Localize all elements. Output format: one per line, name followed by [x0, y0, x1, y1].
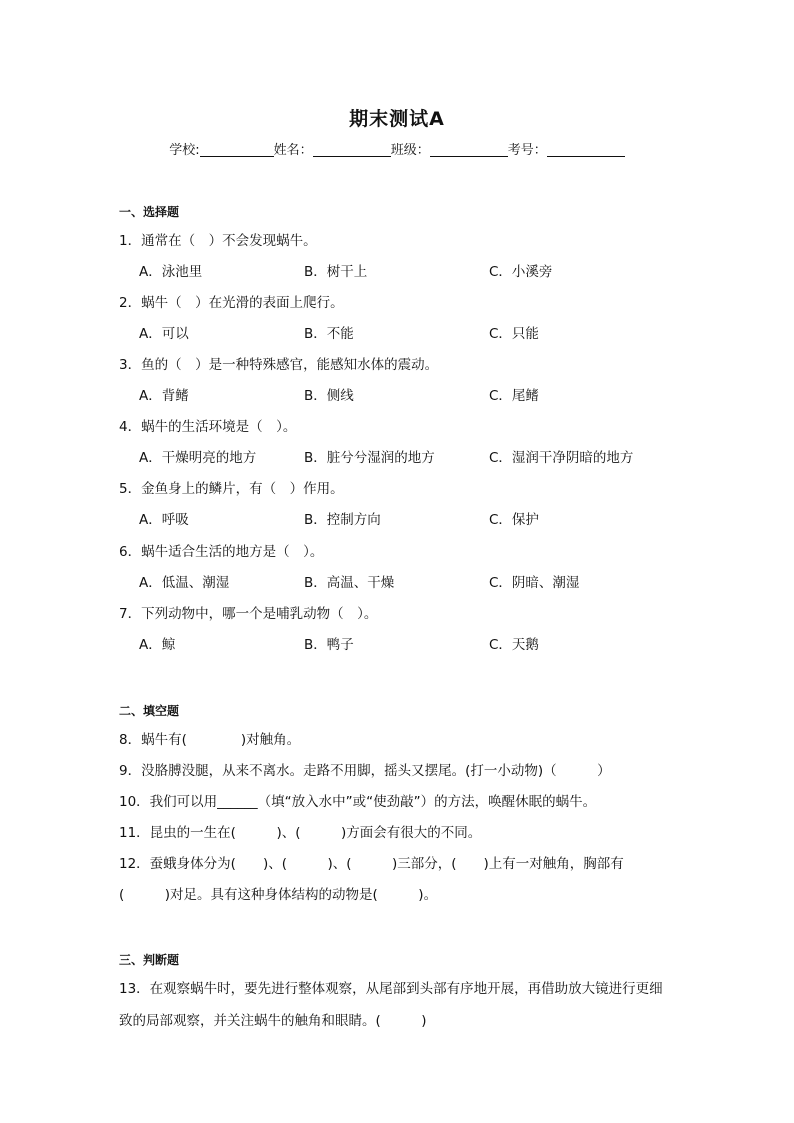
section-heading-judge: 三、判断题 — [119, 953, 180, 967]
option-c: C．天鹅 — [489, 637, 539, 653]
option-b: B．脏兮兮湿润的地方 — [304, 450, 435, 466]
exam-number-blank — [547, 142, 625, 157]
question-10: 10．我们可以用______（填“放入水中”或“使劲敲”）的方法，唤醒休眠的蜗牛。 — [119, 794, 597, 810]
class-blank — [430, 142, 508, 157]
exam-number-label: 考号： — [507, 143, 547, 158]
question-13: 13．在观察蜗牛时，要先进行整体观察，从尾部到头部有序地开展，再借助放大镜进行更细 — [119, 981, 663, 997]
option-c: C．尾鳍 — [489, 388, 539, 404]
option-a: A．呼吸 — [139, 512, 189, 528]
option-a: A．可以 — [139, 326, 189, 342]
name-label: 姓名： — [273, 143, 313, 158]
option-b: B．控制方向 — [304, 512, 381, 528]
option-c: C．保护 — [489, 512, 539, 528]
page-title: 期末测试A — [349, 108, 445, 130]
option-a: A．鲸 — [139, 637, 176, 653]
option-b: B．鸭子 — [304, 637, 354, 653]
question-7: 7．下列动物中，哪一个是哺乳动物（ ）。 — [119, 606, 378, 622]
question-11: 11．昆虫的一生在( )、( )方面会有很大的不同。 — [119, 825, 482, 841]
section-heading-fill: 二、填空题 — [119, 704, 180, 718]
question-3: 3．鱼的（ ）是一种特殊感官，能感知水体的震动。 — [119, 357, 439, 373]
question-6: 6．蜗牛适合生活的地方是（ ）。 — [119, 544, 324, 560]
student-info-line — [0, 139, 794, 158]
class-label: 班级： — [390, 143, 430, 158]
question-12: 12．蚕蛾身体分为( )、( )、( )三部分，( )上有一对触角，胸部有 — [119, 856, 624, 872]
question-1: 1．通常在（ ）不会发现蜗牛。 — [119, 233, 317, 249]
question-5: 5．金鱼身上的鳞片，有（ ）作用。 — [119, 481, 344, 497]
question-2: 2．蜗牛（ ）在光滑的表面上爬行。 — [119, 295, 344, 311]
option-a: A．低温、潮湿 — [139, 575, 230, 591]
option-b: B．侧线 — [304, 388, 354, 404]
section-heading-choice: 一、选择题 — [119, 205, 180, 219]
question-12-continued: ( )对足。具有这种身体结构的动物是( )。 — [119, 887, 438, 903]
option-c: C．小溪旁 — [489, 264, 553, 280]
school-label: 学校: — [169, 143, 200, 158]
school-blank — [200, 142, 274, 157]
option-c: C．阴暗、潮湿 — [489, 575, 580, 591]
option-b: B．高温、干燥 — [304, 575, 395, 591]
option-c: C．只能 — [489, 326, 539, 342]
option-a: A．干燥明亮的地方 — [139, 450, 257, 466]
question-9: 9．没胳膊没腿，从来不离水。走路不用脚，摇头又摆尾。(打一小动物)（ ） — [119, 763, 611, 779]
option-b: B．树干上 — [304, 264, 368, 280]
option-a: A．泳池里 — [139, 264, 203, 280]
question-8: 8．蜗牛有( )对触角。 — [119, 732, 301, 748]
question-4: 4．蜗牛的生活环境是（ ）。 — [119, 419, 297, 435]
option-a: A．背鳍 — [139, 388, 189, 404]
question-13-continued: 致的局部观察，并关注蜗牛的触角和眼睛。( ) — [119, 1013, 427, 1029]
option-b: B．不能 — [304, 326, 354, 342]
name-blank — [313, 142, 391, 157]
option-c: C．湿润干净阴暗的地方 — [489, 450, 634, 466]
